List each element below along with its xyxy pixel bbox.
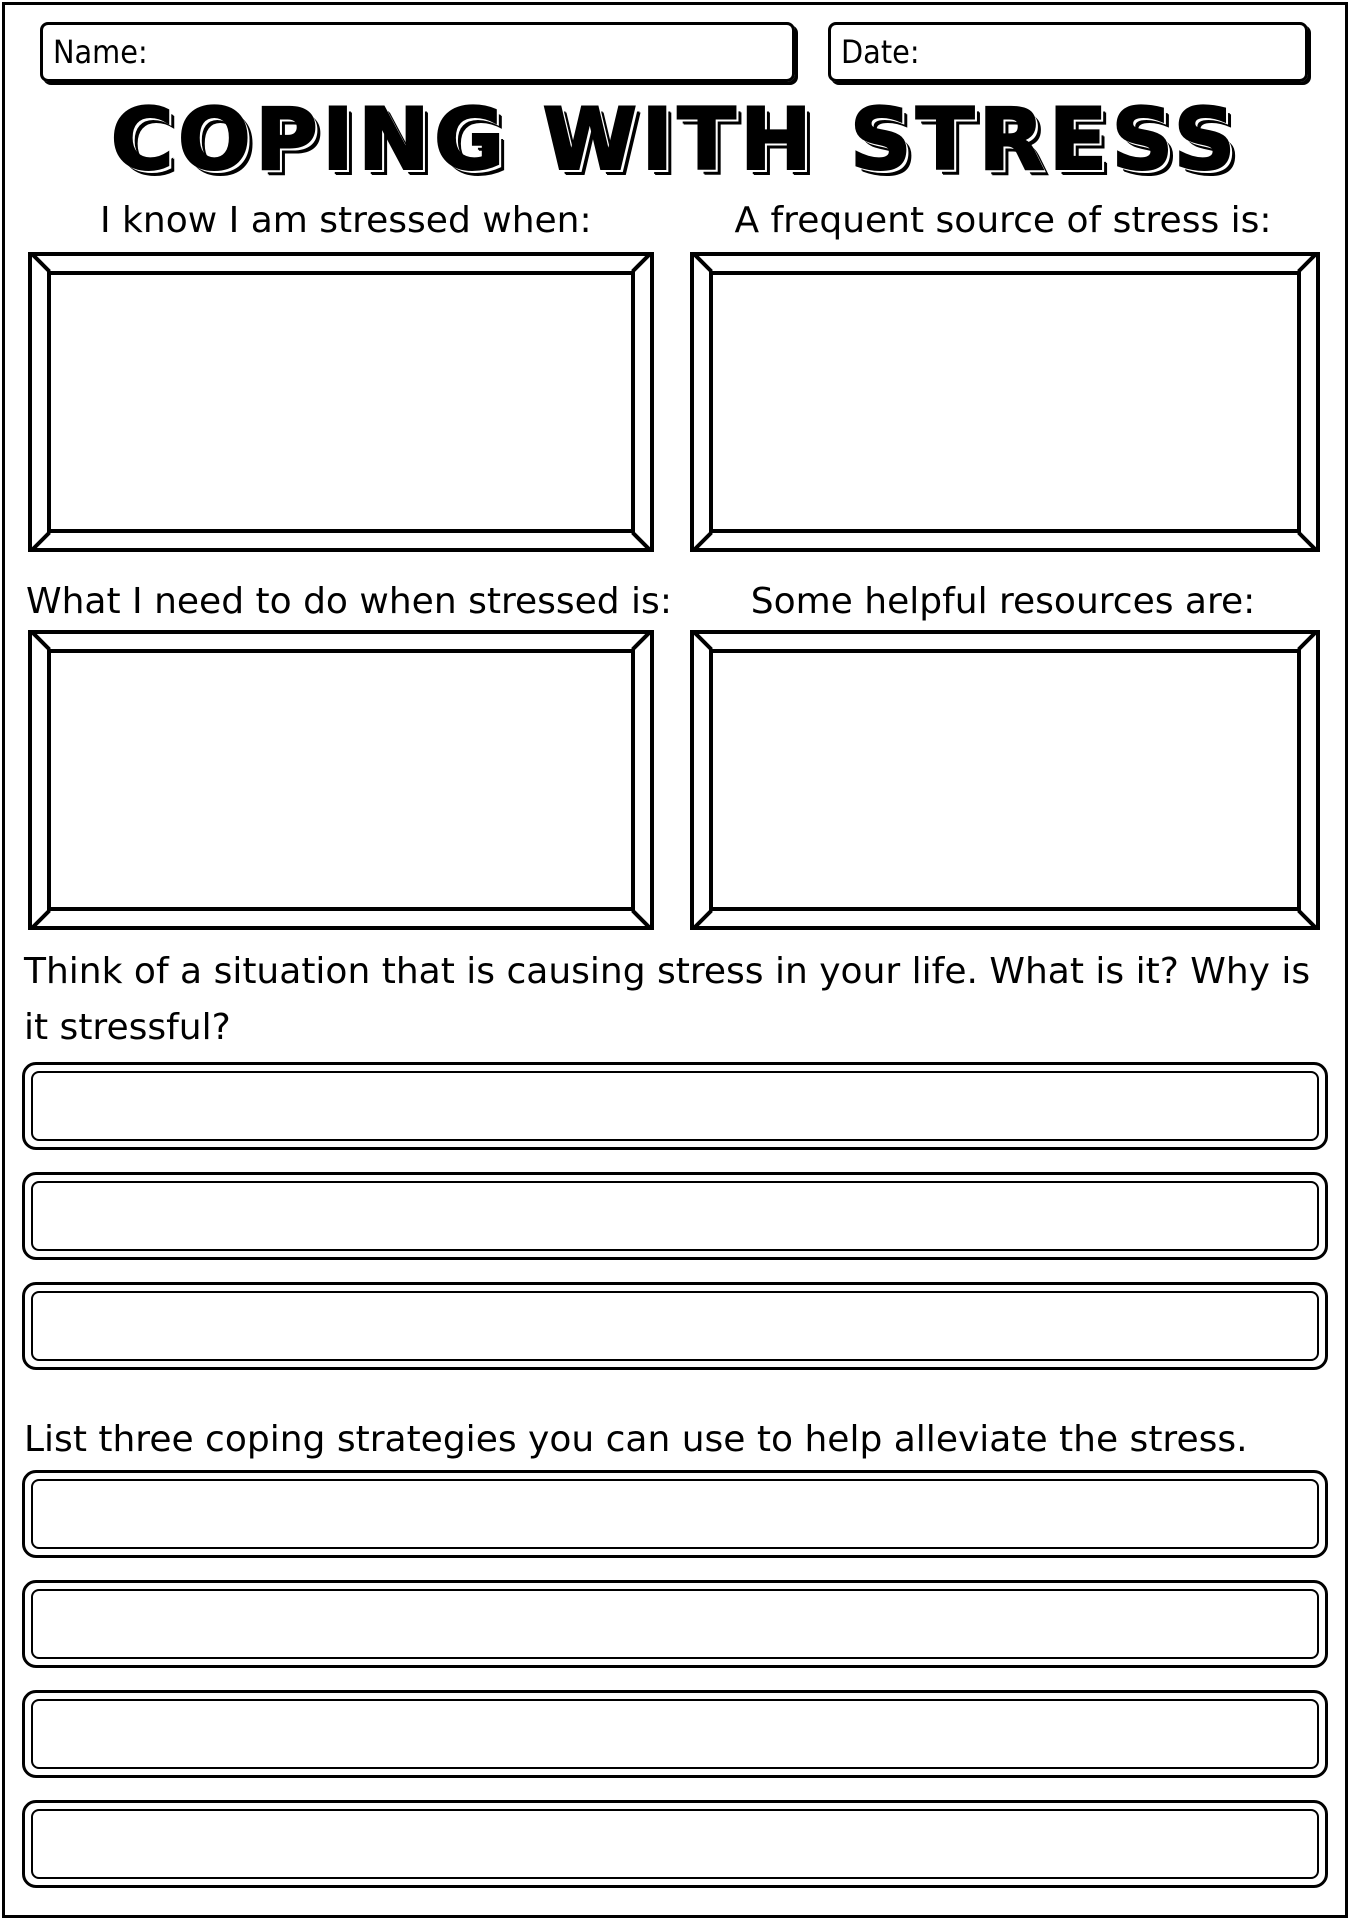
answer-box-need-to-do[interactable] bbox=[28, 630, 654, 930]
prompt-need-to-do: What I need to do when stressed is: bbox=[26, 581, 672, 622]
prompt-stressed-when: I know I am stressed when: bbox=[100, 200, 592, 241]
prompt-helpful-resources: Some helpful resources are: bbox=[750, 581, 1256, 622]
prompt-frequent-source: A frequent source of stress is: bbox=[734, 200, 1272, 241]
answer-line-strategy-4[interactable] bbox=[22, 1800, 1328, 1888]
question-strategies: List three coping strategies you can use to help alleviate the stress. bbox=[24, 1419, 1248, 1460]
answer-line-strategy-1[interactable] bbox=[22, 1470, 1328, 1558]
answer-line-situation-2[interactable] bbox=[22, 1172, 1328, 1260]
date-label: Date: bbox=[841, 33, 920, 71]
answer-line-strategy-3[interactable] bbox=[22, 1690, 1328, 1778]
name-field[interactable] bbox=[40, 22, 795, 82]
date-field[interactable] bbox=[828, 22, 1308, 82]
page-title: COPING WITH STRESS bbox=[110, 90, 1240, 190]
answer-box-frequent-source[interactable] bbox=[690, 252, 1320, 552]
answer-line-situation-3[interactable] bbox=[22, 1282, 1328, 1370]
name-label: Name: bbox=[53, 33, 148, 71]
answer-box-stressed-when[interactable] bbox=[28, 252, 654, 552]
question-situation: Think of a situation that is causing stress in your life. What is it? Why is it stressful? bbox=[24, 951, 1311, 1048]
answer-line-strategy-2[interactable] bbox=[22, 1580, 1328, 1668]
answer-box-helpful-resources[interactable] bbox=[690, 630, 1320, 930]
answer-line-situation-1[interactable] bbox=[22, 1062, 1328, 1150]
